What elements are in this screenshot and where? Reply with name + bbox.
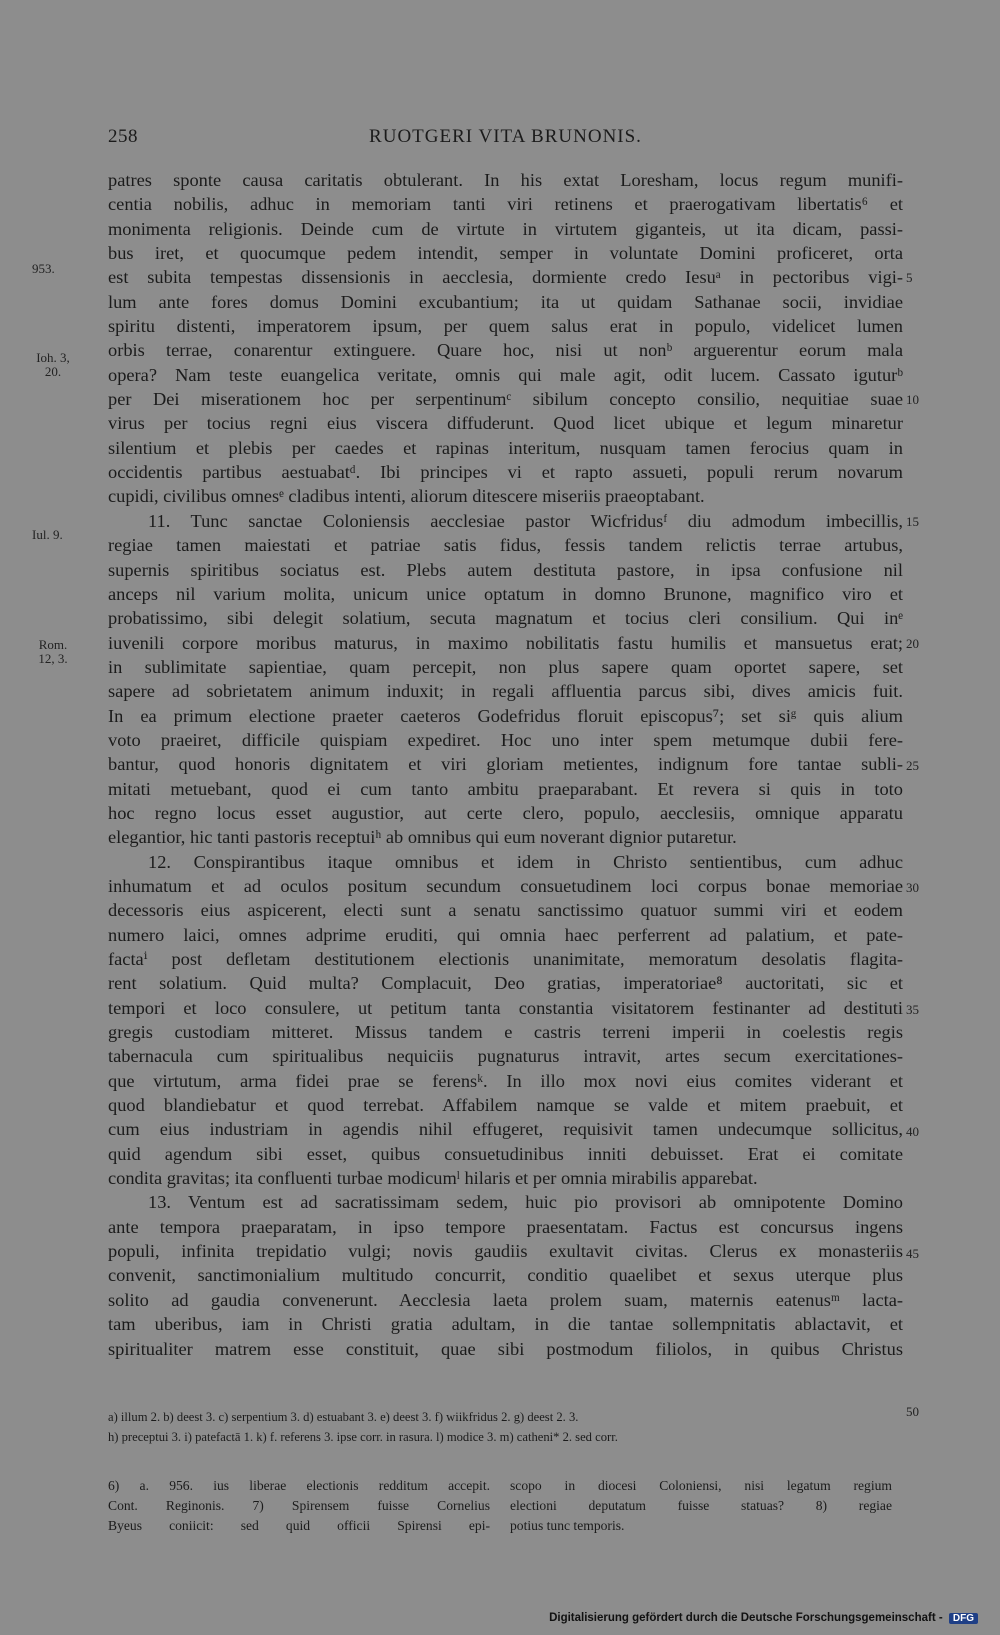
text-line: opera? Nam teste euangelica veritate, omnis qui male agit, odit lucem. Cassato iguturᵇ — [108, 364, 903, 385]
footnotes-column-right — [510, 1476, 892, 1537]
text-line: voto praeiret, difficile quispiam expediret. Hoc uno inter spem metumque dubii fere- — [108, 729, 903, 750]
line-number-30: 30 — [906, 880, 919, 895]
text-line: patres sponte causa caritatis obtulerant. In his extat Loresham, locus regum munifi- — [108, 170, 903, 190]
text-line: est subita tempestas dissensionis in aecclesia, dormiente credo Iesuᵃ in pectoribus vigi- — [108, 267, 903, 288]
variant-line: a) illum 2. b) deest 3. c) serpentium 3. d) estuabant 3. e) deest 3. f) wiikfridus 2. g) deest 2. 3. — [108, 1410, 579, 1424]
margin-ref-iul: Iul. 9. — [32, 527, 63, 542]
text-line: occidentis partibus aestuabatᵈ. Ibi principes vi et rapto assueti, populi rerum novarum — [108, 462, 903, 483]
variant-line: h) preceptui 3. i) patefactā 1. k) f. referens 3. ipse corr. in rasura. l) modice 3. m) catheni* 2. sed corr. — [108, 1430, 618, 1444]
text-line: mitati metuebant, quod ei cum tanto ambitu praeparabant. Et revera si quis in toto — [108, 778, 903, 799]
text-line: spiritualiter matrem esse constituit, quae sibi postmodum filiolos, in quibus Christus — [108, 1338, 903, 1359]
text-line: monimenta religionis. Deinde cum de virtute in virtutem giganteis, ut ita dicam, passi- — [108, 218, 903, 239]
margin-year: 953. — [32, 261, 55, 276]
text-line: hoc regno locus esset augustior, aut certe clero, populo, aecclesiis, omnique apparatu — [108, 802, 903, 823]
text-line: ante tempora praeparatam, in ipso tempore praesentatam. Factus est concursus ingens — [108, 1216, 903, 1237]
text-line: bantur, quod honoris dignitatem et viri gloriam metientes, indignum fore tantae subli- — [108, 754, 903, 775]
footnote-line: scopo in diocesi Coloniensi, nisi legatum regium — [510, 1478, 892, 1493]
footnote-line: 6) a. 956. ius liberae electionis redditum accepit. — [108, 1478, 490, 1493]
line-number-45: 45 — [906, 1246, 919, 1261]
text-line: 12. Conspirantibus itaque omnibus et idem in Christo sentientibus, cum adhuc — [148, 851, 903, 872]
text-line: anceps nil varium molita, unicum unice optatum in domno Brunone, magnifico viro et — [108, 583, 903, 604]
margin-ref-john: Ioh. 3, 20. — [36, 350, 70, 379]
text-line: spiritu distenti, imperatorem ipsum, per quem salus erat in populo, videlicet lumen — [108, 316, 903, 337]
running-title: RUOTGERI VITA BRUNONIS. — [369, 126, 642, 147]
page-header — [108, 126, 903, 156]
text-line: centia nobilis, adhuc in memoriam tanti viri retinens et praerogativam libertatis⁶ et — [108, 194, 903, 215]
main-text — [108, 168, 903, 1361]
margin-ref-rom: Rom. 12, 3. — [38, 637, 68, 666]
digitization-credit — [549, 1612, 978, 1624]
line-number-35: 35 — [906, 1002, 919, 1017]
text-line: inhumatum et ad oculos positum secundum consuetudinem loci corpus bonae memoriae — [108, 875, 903, 896]
footnote-line: potius tunc temporis. — [510, 1518, 625, 1534]
text-line: decessoris eius aspicerent, electi sunt a senatu sanctissimo quatuor summi viri et eodem — [108, 900, 903, 921]
line-number-5: 5 — [906, 270, 913, 285]
text-line: iuvenili corpore moribus maturus, in maximo nobilitatis fastu humilis et mansuetus erat; — [108, 632, 903, 653]
text-line: solito ad gaudia convenerunt. Aecclesia laeta prolem suam, maternis eatenusᵐ lacta- — [108, 1289, 903, 1310]
text-line: convenit, sanctimonialium multitudo concurrit, conditio quaelibet et sexus uterque plus — [108, 1265, 903, 1286]
line-number-25: 25 — [906, 758, 919, 773]
text-line: silentium et plebis per caedes et rapinas interitum, nusquam tamen ferocius quam in — [108, 437, 903, 458]
text-line: tam uberibus, iam in Christi gratia adultam, in die tantae sollempnitatis ablactavit, et — [108, 1314, 903, 1335]
dfg-logo: DFG — [949, 1613, 978, 1624]
footnote-line: electioni deputatum fuisse statuas? 8) regiae — [510, 1498, 892, 1514]
text-line: 11. Tunc sanctae Coloniensis aecclesiae pastor Wicfridusᶠ diu admodum imbecillis, — [148, 510, 903, 531]
line-number-20: 20 — [906, 636, 919, 651]
line-number-10: 10 — [906, 392, 919, 407]
footnotes-column-left — [108, 1476, 490, 1537]
text-line: regiae tamen maiestati et patriae satis fidus, fessis tandem relictis terrae artubus, — [108, 535, 903, 556]
text-line: numero laici, omnes adprime eruditi, qui omnia haec perferrent ad palatium, et pate- — [108, 924, 903, 945]
text-line: elegantior, hic tanti pastoris receptuiʰ ab omnibus qui eum noverant dignior putaretur. — [108, 827, 737, 848]
variant-apparatus — [108, 1407, 926, 1447]
text-line: sapere ad sobrietatem animum induxit; in regali affluentia parcus sibi, dives amicis fuit. — [108, 681, 903, 702]
text-line: virus per tocius regni eius viscera diffuderunt. Quod licet ubique et legum minaretur — [108, 413, 903, 434]
credit-text: Digitalisierung gefördert durch die Deutsche Forschungsgemeinschaft - — [549, 1612, 943, 1624]
text-line: condita gravitas; ita confluenti turbae modicumˡ hilaris et per omnia mirabilis apparebat. — [108, 1168, 758, 1189]
text-line: probatissimo, sibi delegit solatium, secuta magnatum et tocius cleri consilium. Qui inᵉ — [108, 608, 903, 629]
text-line: 13. Ventum est ad sacratissimam sedem, huic pio provisori ab omnipotente Domino — [148, 1192, 903, 1213]
text-line: lum ante fores domus Domini excubantium; ita ut quidam Sathanae socii, invidiae — [108, 291, 903, 312]
text-line: orbis terrae, conarentur extinguere. Quare hoc, nisi ut nonᵇ arguerentur eorum mala — [108, 340, 903, 361]
text-line: populi, infinita trepidatio vulgi; novis gaudiis exultavit civitas. Clerus ex monasteriis — [108, 1241, 903, 1262]
text-line: tempori et loco consulere, ut petitum tanta constantia visitatorem festinanter ad destituti — [108, 997, 903, 1018]
text-line: per Dei miserationem hoc per serpentinumᶜ sibilum concepto consilio, nequitiae suae — [108, 389, 903, 410]
text-line: supernis spiritibus sociatus est. Plebs autem destituta pastore, in ipsa confusione nil — [108, 559, 903, 580]
line-number-15: 15 — [906, 514, 919, 529]
footnote-line: Byeus coniicit: sed quid officii Spirensi epi- — [108, 1518, 490, 1534]
page-number: 258 — [108, 126, 138, 147]
text-line: tabernacula cum spiritualibus nequiciis pugnaturus intravit, artes secum exercitationes- — [108, 1046, 903, 1067]
text-line: in sublimitate sapientiae, quam percepit, non plus sapere quam oportet sapere, set — [108, 656, 903, 677]
text-line: In ea primum electione praeter caeteros Godefridus floruit episcopus⁷; set siᵍ quis alium — [108, 705, 903, 726]
text-line: gregis custodiam mitteret. Missus tandem e castris terreni imperii in coelestis regis — [108, 1022, 903, 1043]
line-number-40: 40 — [906, 1124, 919, 1139]
text-line: quid agendum sibi esset, quibus consuetudinibus inniti debuisset. Erat ei comitate — [108, 1143, 903, 1164]
text-line: quod blandiebatur et quod terrebat. Affabilem namque se valde et mitem praebuit, et — [108, 1095, 903, 1116]
text-line: rent solatium. Quid multa? Complacuit, Deo gratias, imperatoriae⁸ auctoritati, sic et — [108, 973, 903, 994]
line-number-50: 50 — [906, 1404, 919, 1419]
footnote-line: Cont. Reginonis. 7) Spirensem fuisse Cornelius — [108, 1498, 490, 1514]
text-line: factaⁱ post defletam destitutionem electionis unanimitate, memoratum desolatis flagita- — [108, 949, 903, 969]
text-line: cupidi, civilibus omnesᵉ cladibus intenti, aliorum ditescere miseriis praeoptabant. — [108, 486, 705, 507]
text-line: que virtutum, arma fidei prae se ferensᵏ. In illo mox novi eius comites viderant et — [108, 1070, 903, 1091]
text-line: cum eius industriam in agendis nihil effugeret, requisivit tamen undecumque sollicitus, — [108, 1119, 903, 1140]
text-line: bus iret, et quocumque pedem intendit, semper in voluntate Domini proficeret, orta — [108, 243, 903, 264]
